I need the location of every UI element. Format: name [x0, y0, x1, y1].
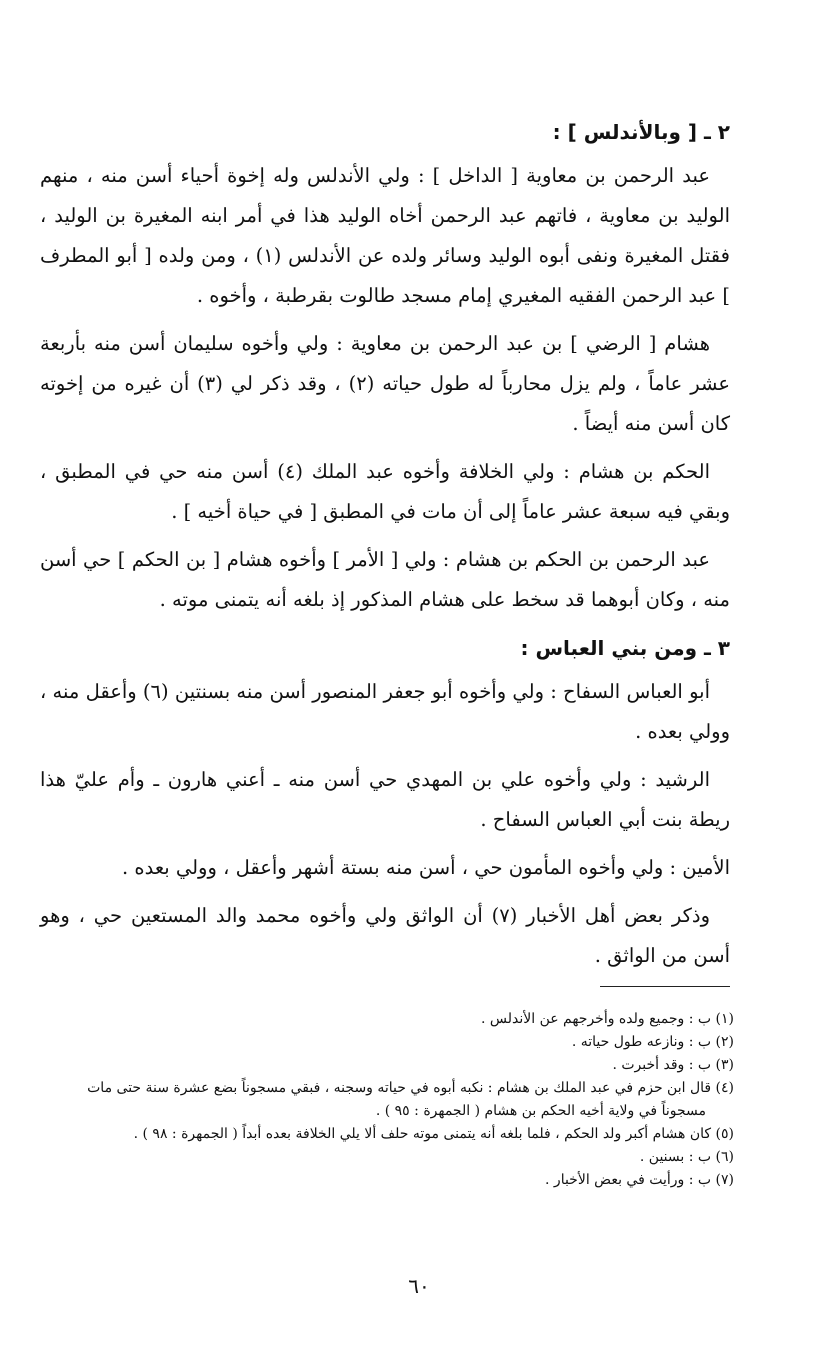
footnote-1: (١) ب : وجميع ولده وأخرجهم عن الأندلس .	[480, 1011, 734, 1027]
paragraph-abd-al-rahman-ibn-muawiya: عبد الرحمن بن معاوية [ الداخل ] : ولي الأندلس وله إخوة أحياء أسن منه ، منهم الوليد بن معاوية ، فاتهم عبد الرحمن أخاه الوليد هذا في أمر ابنه المغيرة بن الوليد ، فقتل المغيرة ونفى أبوه الوليد وسائر ولده عن الأندلس (١) ، ومن ولده [ أبو المطرف ] عبد الرحمن الفقيه المغيري إمام مسجد طالوت بقرطبة ، وأخوه .	[40, 164, 730, 307]
paragraph-hisham-al-radi: هشام [ الرضي ] بن عبد الرحمن بن معاوية : ولي وأخوه سليمان أسن منه بأربعة عشر عاماً ، ولم يزل محارباً له طول حياته (٢) ، وقد ذكر لي (٣) أن غيره من إخوته كان أسن منه أيضاً .	[40, 332, 730, 435]
footnote-3: (٣) ب : وقد أخبرت .	[612, 1057, 734, 1073]
paragraph-al-rashid: الرشيد : ولي وأخوه علي بن المهدي حي أسن منه ـ أعني هارون ـ وأم عليّ هذا ريطة بنت أبي العباس السفاح .	[40, 768, 730, 831]
paragraph-al-wathiq: وذكر بعض أهل الأخبار (٧) أن الواثق ولي وأخوه محمد والد المستعين حي ، وهو أسن من الواثق .	[40, 904, 730, 967]
paragraph-abd-al-rahman-ibn-al-hakam: عبد الرحمن بن الحكم بن هشام : ولي [ الأمر ] وأخوه هشام [ بن الحكم ] حي أسن منه ، وكان أبوهما قد سخط على هشام المذكور إذ بلغه أنه يتمنى موته .	[40, 548, 730, 611]
footnote-7: (٧) ب : ورأيت في بعض الأخبار .	[545, 1172, 734, 1188]
section-heading-abbasids: ٣ ـ ومن بني العباس :	[520, 636, 730, 660]
paragraph-al-hakam-ibn-hisham: الحكم بن هشام : ولي الخلافة وأخوه عبد الملك (٤) أسن منه حي في المطبق ، وبقي فيه سبعة عشر عاماً إلى أن مات في المطبق [ في حياة أخيه ] .	[40, 460, 730, 523]
footnote-5: (٥) كان هشام أكبر ولد الحكم ، فلما بلغه أنه يتمنى موته حلف ألا يلي الخلافة بعده أبداً ( الجمهرة : ٩٨ ) .	[133, 1126, 734, 1142]
footnote-separator	[600, 986, 730, 987]
page-number: ٦٠	[408, 1274, 430, 1298]
footnote-4: (٤) قال ابن حزم في عبد الملك بن هشام : نكبه أبوه في حياته وسجنه ، فبقي مسجوناً بضع عشرة سنة حتى مات مسجوناً في ولاية أخيه الحكم بن هشام ( الجمهرة : ٩٥ ) .	[87, 1080, 734, 1119]
main-text	[40, 112, 730, 984]
paragraph-al-amin: الأمين : ولي وأخوه المأمون حي ، أسن منه بستة أشهر وأعقل ، وولي بعده .	[121, 856, 730, 879]
paragraph-al-saffah: أبو العباس السفاح : ولي وأخوه أبو جعفر المنصور أسن منه بسنتين (٦) وأعقل منه ، وولي بعده .	[40, 680, 730, 743]
footnote-2: (٢) ب : ونازعه طول حياته .	[571, 1034, 734, 1050]
footnote-6: (٦) ب : بسنين .	[639, 1149, 734, 1165]
section-heading-andalus: ٢ ـ [ وبالأندلس ] :	[552, 120, 730, 144]
footnotes	[40, 1008, 734, 1192]
